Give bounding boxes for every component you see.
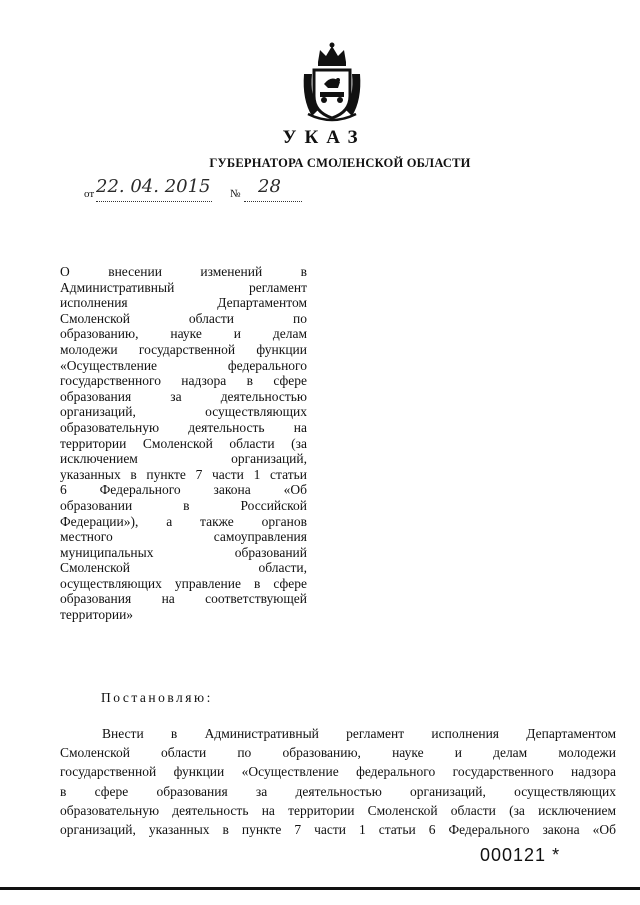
handwritten-date: 22. 04. 2015 — [96, 176, 211, 197]
subject-line: исполнения Департаментом — [60, 295, 307, 311]
subject-line: исключением организаций, — [60, 451, 307, 467]
resolve-heading: Постановляю: — [101, 690, 213, 705]
subject-line: образовательную деятельность на — [60, 419, 307, 435]
subject-line: образования за деятельностью — [60, 388, 307, 404]
subject-line: Федерации»), а также органов — [60, 513, 307, 529]
subject-line: осуществляющих управление в сфере — [60, 575, 307, 591]
handwritten-number: 28 — [258, 176, 281, 197]
subject-line: образования на соответствующей — [60, 591, 307, 607]
decree-subject — [60, 264, 307, 623]
number-underline — [244, 201, 302, 202]
body-line: в сфере образования за деятельностью организаций, осуществляющих — [60, 783, 616, 799]
subject-line: государственного надзора в сфере — [60, 373, 307, 389]
form-serial-number: 000121 * — [480, 845, 561, 865]
coat-of-arms-emblem — [298, 40, 366, 122]
body-line: Смоленской области по образованию, науке и делам молодежи — [60, 745, 616, 761]
subject-line: территории Смоленской области (за — [60, 435, 307, 451]
date-number-line — [84, 176, 304, 206]
body-line: Внести в Административный регламент исполнения Департаментом — [102, 726, 616, 741]
subject-line: образованию, науке и делам — [60, 326, 307, 342]
subject-line: «Осуществление федерального — [60, 357, 307, 373]
document-title: УКАЗ — [282, 127, 366, 148]
subject-line: образовании в Российской — [60, 497, 307, 513]
body-line: государственной функции «Осуществление федерального государственного надзора — [60, 764, 616, 780]
subject-line: 6 Федерального закона «Об — [60, 482, 307, 498]
subject-line: Смоленской области, — [60, 560, 307, 576]
subject-line: О внесении изменений в — [60, 264, 307, 279]
document-subtitle: ГУБЕРНАТОРА СМОЛЕНСКОЙ ОБЛАСТИ — [209, 156, 471, 170]
body-line: организаций, указанных в пункте 7 части 1 статьи 6 Федерального закона «Об — [60, 822, 616, 838]
number-prefix: № — [230, 188, 241, 200]
subject-line: Смоленской области по — [60, 310, 307, 326]
date-underline — [96, 201, 212, 202]
subject-line: организаций, осуществляющих — [60, 404, 307, 420]
subject-line: указанных в пункте 7 части 1 статьи — [60, 466, 307, 482]
subject-line: муниципальных образований — [60, 544, 307, 560]
subject-line: местного самоуправления — [60, 529, 307, 545]
subject-line: Административный регламент — [60, 279, 307, 295]
subject-line: территории» — [60, 607, 134, 623]
coat-of-arms-icon — [298, 40, 366, 122]
page-bottom-rule — [0, 887, 640, 890]
date-prefix: от — [84, 188, 95, 200]
subject-line: молодежи государственной функции — [60, 341, 307, 357]
body-line: образовательную деятельность на территории Смоленской области (за исключением — [60, 802, 616, 818]
decree-body — [60, 724, 616, 839]
